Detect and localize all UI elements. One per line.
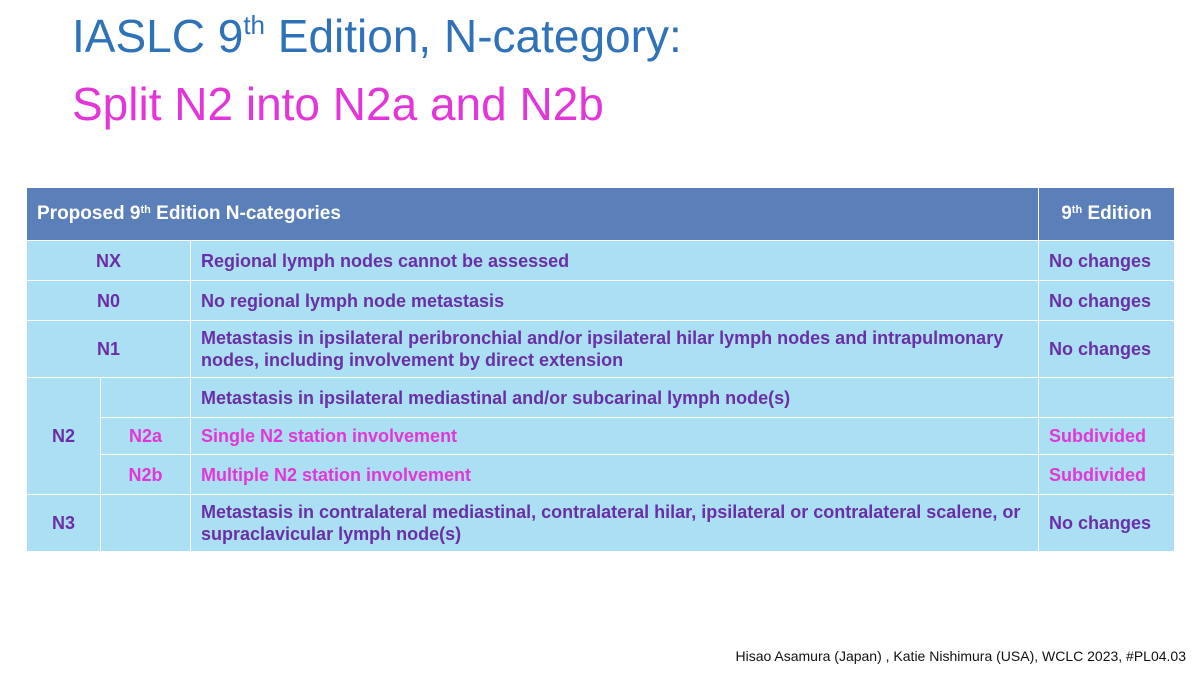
title-line-1-text: IASLC 9 <box>72 10 244 62</box>
title-line-1 <box>72 8 682 64</box>
subcategory-n3-empty <box>101 495 191 552</box>
header-proposed-superscript: th <box>140 204 151 216</box>
description-n2a: Single N2 station involvement <box>191 418 1039 455</box>
title-line-2: Split N2 into N2a and N2b <box>72 78 604 130</box>
table-header-row <box>27 188 1175 241</box>
table-row-n2b <box>27 455 1175 495</box>
table-row-n1 <box>27 321 1175 378</box>
subcategory-n2b: N2b <box>101 455 191 495</box>
header-edition-text-end: Edition <box>1082 203 1152 224</box>
subcategory-n2-empty <box>101 378 191 418</box>
category-n0: N0 <box>27 281 191 321</box>
change-nx: No changes <box>1039 241 1175 281</box>
table-row-n0 <box>27 281 1175 321</box>
change-n3: No changes <box>1039 495 1175 552</box>
change-n2 <box>1039 378 1175 418</box>
table-row-n2a <box>27 418 1175 455</box>
citation: Hisao Asamura (Japan) , Katie Nishimura (USA), WCLC 2023, #PL04.03 <box>735 648 1186 664</box>
category-nx: NX <box>27 241 191 281</box>
description-n3: Metastasis in contralateral mediastinal, contralateral hilar, ipsilateral or contralateral scalene, or supraclavicular lymph node(s) <box>191 495 1039 552</box>
title-line-1-superscript: th <box>243 10 265 40</box>
category-n1: N1 <box>27 321 191 378</box>
header-proposed-text-end: Edition N-categories <box>150 203 341 224</box>
header-9th-edition <box>1039 188 1175 241</box>
change-n0: No changes <box>1039 281 1175 321</box>
table-row-n2 <box>27 378 1175 418</box>
header-proposed-text: Proposed 9 <box>37 203 141 224</box>
change-n2b: Subdivided <box>1039 455 1175 495</box>
change-n1: No changes <box>1039 321 1175 378</box>
description-n2: Metastasis in ipsilateral mediastinal and/or subcarinal lymph node(s) <box>191 378 1039 418</box>
header-edition-text: 9 <box>1061 203 1072 224</box>
slide-title <box>72 8 682 132</box>
table-row-n3 <box>27 495 1175 552</box>
header-proposed-categories <box>27 188 1039 241</box>
description-nx: Regional lymph nodes cannot be assessed <box>191 241 1039 281</box>
header-edition-superscript: th <box>1071 204 1083 216</box>
description-n2b: Multiple N2 station involvement <box>191 455 1039 495</box>
subcategory-n2a: N2a <box>101 418 191 455</box>
title-line-1-text-end: Edition, N-category: <box>265 10 682 62</box>
n-category-table <box>26 187 1175 552</box>
change-n2a: Subdivided <box>1039 418 1175 455</box>
category-n2: N2 <box>27 378 101 495</box>
description-n0: No regional lymph node metastasis <box>191 281 1039 321</box>
category-n3: N3 <box>27 495 101 552</box>
table-row-nx <box>27 241 1175 281</box>
description-n1: Metastasis in ipsilateral peribronchial and/or ipsilateral hilar lymph nodes and intrapulmonary nodes, including involvement by direct extension <box>191 321 1039 378</box>
